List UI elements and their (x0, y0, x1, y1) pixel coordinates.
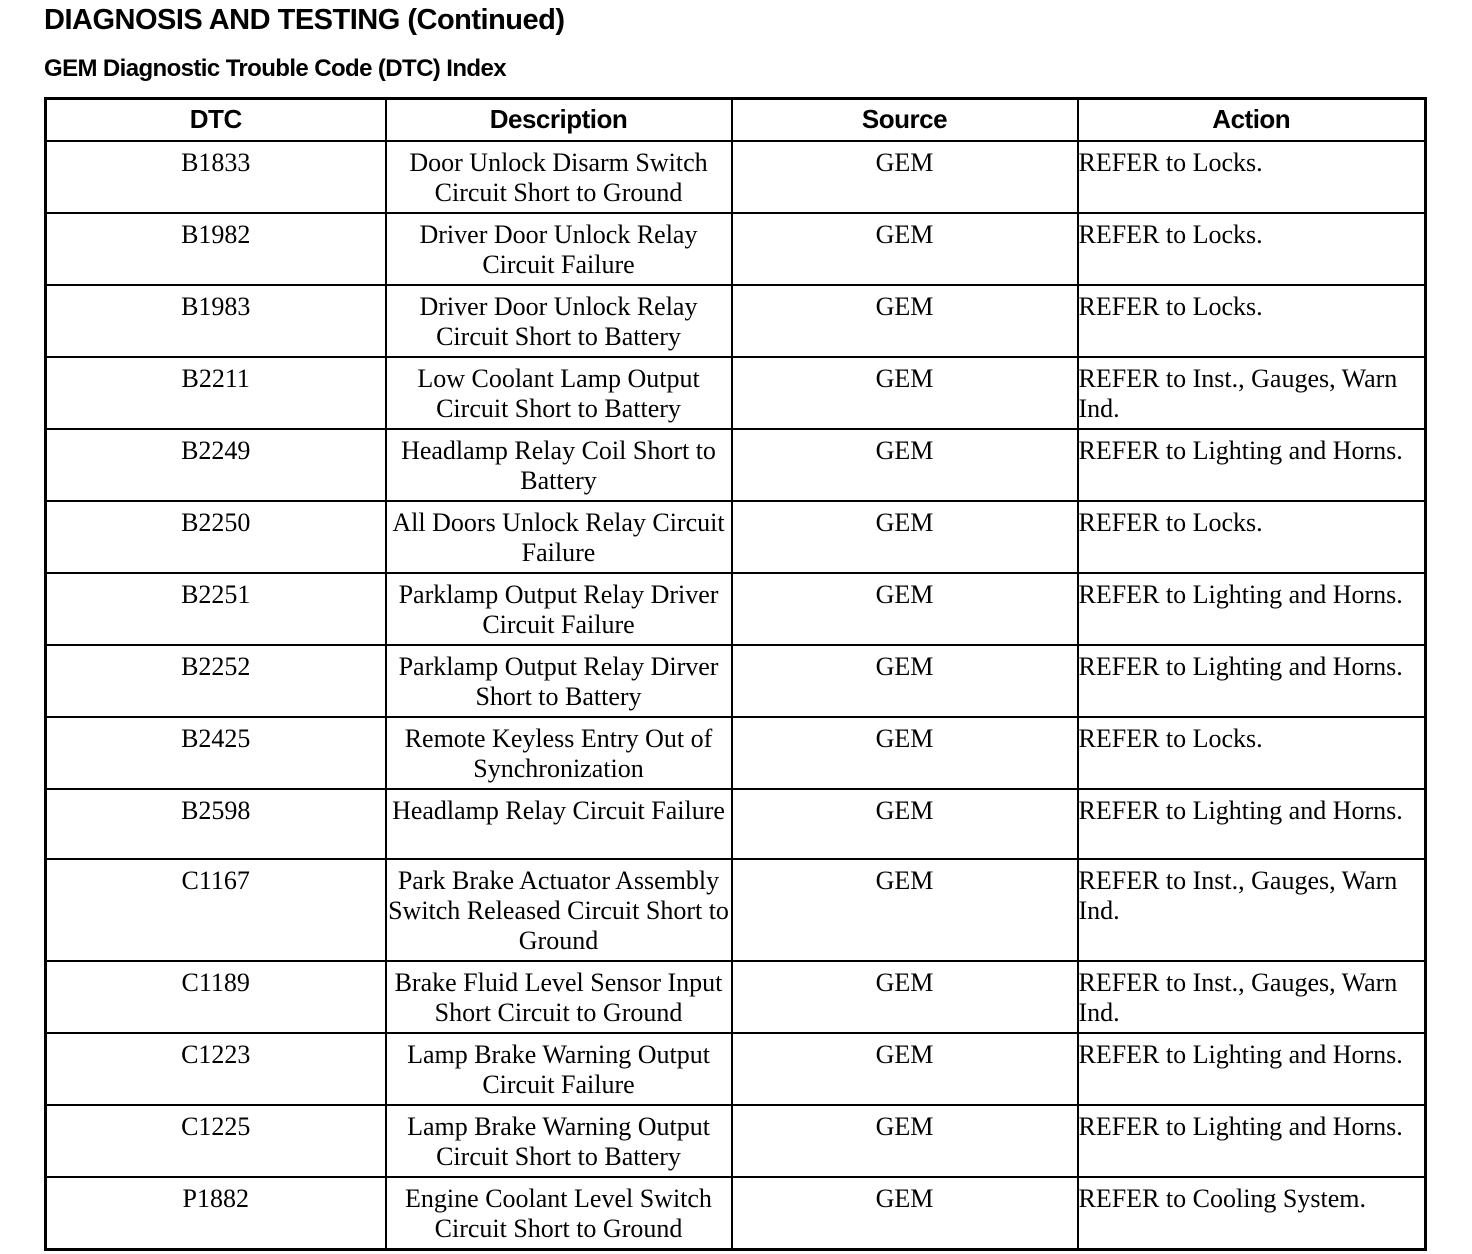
table-caption: GEM Diagnostic Trouble Code (DTC) Index (44, 55, 506, 82)
table-row (46, 285, 1426, 357)
table-row (46, 859, 1426, 961)
dtc-source: GEM (732, 645, 1078, 717)
dtc-source: GEM (732, 717, 1078, 789)
dtc-action: REFER to Cooling System. (1078, 1177, 1426, 1250)
dtc-code: B2249 (46, 429, 386, 501)
dtc-action: REFER to Locks. (1078, 501, 1426, 573)
dtc-action: REFER to Lighting and Horns. (1078, 573, 1426, 645)
dtc-action: REFER to Locks. (1078, 141, 1426, 213)
dtc-source: GEM (732, 1105, 1078, 1177)
column-header-source: Source (732, 99, 1078, 141)
dtc-action: REFER to Lighting and Horns. (1078, 1033, 1426, 1105)
column-header-description: Description (386, 99, 732, 141)
dtc-action: REFER to Lighting and Horns. (1078, 429, 1426, 501)
dtc-action: REFER to Inst., Gauges, Warn Ind. (1078, 357, 1426, 429)
dtc-code: B1983 (46, 285, 386, 357)
table-header-row (46, 99, 1426, 141)
dtc-source: GEM (732, 357, 1078, 429)
dtc-action: REFER to Lighting and Horns. (1078, 645, 1426, 717)
table-row (46, 961, 1426, 1033)
column-header-action: Action (1078, 99, 1426, 141)
dtc-source: GEM (732, 573, 1078, 645)
dtc-description: Headlamp Relay Circuit Failure (386, 789, 732, 859)
dtc-description: Driver Door Unlock Relay Circuit Short to Battery (386, 285, 732, 357)
dtc-source: GEM (732, 1033, 1078, 1105)
dtc-code: P1882 (46, 1177, 386, 1250)
table-row (46, 141, 1426, 213)
dtc-description: Engine Coolant Level Switch Circuit Short to Ground (386, 1177, 732, 1250)
dtc-action: REFER to Locks. (1078, 213, 1426, 285)
dtc-code: B2211 (46, 357, 386, 429)
table-row (46, 357, 1426, 429)
table-row (46, 789, 1426, 859)
dtc-description: Lamp Brake Warning Output Circuit Short to Battery (386, 1105, 732, 1177)
table-row (46, 1033, 1426, 1105)
dtc-action: REFER to Inst., Gauges, Warn Ind. (1078, 859, 1426, 961)
dtc-code: C1167 (46, 859, 386, 961)
dtc-description: Driver Door Unlock Relay Circuit Failure (386, 213, 732, 285)
dtc-source: GEM (732, 213, 1078, 285)
table-row (46, 501, 1426, 573)
column-header-dtc: DTC (46, 99, 386, 141)
dtc-source: GEM (732, 859, 1078, 961)
table-row (46, 573, 1426, 645)
dtc-description: All Doors Unlock Relay Circuit Failure (386, 501, 732, 573)
dtc-description: Door Unlock Disarm Switch Circuit Short to Ground (386, 141, 732, 213)
dtc-code: B2250 (46, 501, 386, 573)
dtc-description: Lamp Brake Warning Output Circuit Failure (386, 1033, 732, 1105)
table-row (46, 717, 1426, 789)
dtc-description: Low Coolant Lamp Output Circuit Short to Battery (386, 357, 732, 429)
dtc-description: Park Brake Actuator Assembly Switch Released Circuit Short to Ground (386, 859, 732, 961)
table-row (46, 645, 1426, 717)
dtc-source: GEM (732, 429, 1078, 501)
dtc-source: GEM (732, 789, 1078, 859)
dtc-action: REFER to Lighting and Horns. (1078, 789, 1426, 859)
dtc-action: REFER to Locks. (1078, 717, 1426, 789)
dtc-code: B1833 (46, 141, 386, 213)
page-title: DIAGNOSIS AND TESTING (Continued) (44, 4, 565, 36)
dtc-source: GEM (732, 501, 1078, 573)
dtc-description: Remote Keyless Entry Out of Synchronization (386, 717, 732, 789)
dtc-code: B2598 (46, 789, 386, 859)
dtc-source: GEM (732, 961, 1078, 1033)
dtc-code: B2252 (46, 645, 386, 717)
table-row (46, 429, 1426, 501)
dtc-action: REFER to Inst., Gauges, Warn Ind. (1078, 961, 1426, 1033)
dtc-source: GEM (732, 1177, 1078, 1250)
dtc-action: REFER to Locks. (1078, 285, 1426, 357)
dtc-code: B1982 (46, 213, 386, 285)
dtc-description: Parklamp Output Relay Dirver Short to Battery (386, 645, 732, 717)
dtc-code: C1223 (46, 1033, 386, 1105)
dtc-action: REFER to Lighting and Horns. (1078, 1105, 1426, 1177)
table-row (46, 1177, 1426, 1250)
table-row (46, 213, 1426, 285)
dtc-description: Parklamp Output Relay Driver Circuit Failure (386, 573, 732, 645)
dtc-source: GEM (732, 141, 1078, 213)
table-row (46, 1105, 1426, 1177)
dtc-source: GEM (732, 285, 1078, 357)
dtc-code: B2251 (46, 573, 386, 645)
dtc-description: Headlamp Relay Coil Short to Battery (386, 429, 732, 501)
dtc-code: B2425 (46, 717, 386, 789)
dtc-index-table (44, 97, 1427, 1251)
dtc-code: C1225 (46, 1105, 386, 1177)
dtc-description: Brake Fluid Level Sensor Input Short Circuit to Ground (386, 961, 732, 1033)
dtc-code: C1189 (46, 961, 386, 1033)
